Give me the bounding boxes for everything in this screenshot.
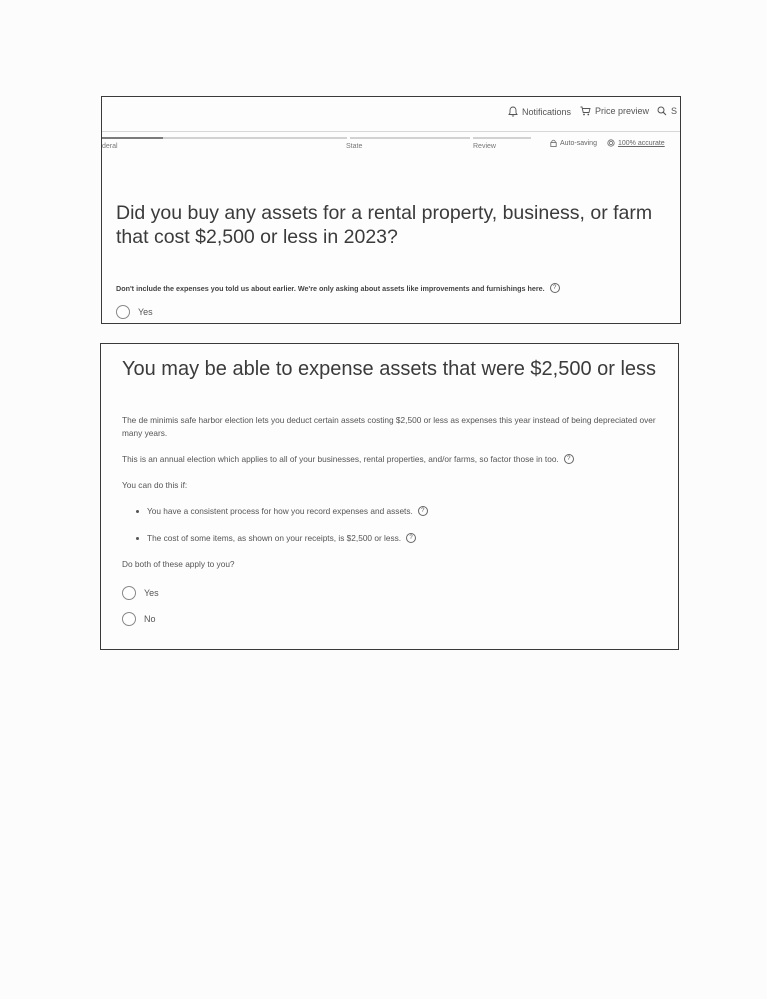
bullet-dot [136, 537, 139, 540]
screenshot-panel-question [101, 96, 681, 324]
condition-bullet [136, 506, 428, 516]
price-preview-link[interactable] [580, 106, 649, 116]
lock-icon [550, 139, 557, 147]
bullet-text: You have a consistent process for how you record expenses and assets. [147, 506, 413, 516]
help-icon[interactable]: ? [406, 533, 416, 543]
radio-circle[interactable] [122, 612, 136, 626]
radio-circle[interactable] [116, 305, 130, 319]
search-link[interactable] [657, 106, 677, 116]
cart-icon [580, 106, 591, 116]
help-icon[interactable]: ? [550, 283, 560, 293]
notifications-label: Notifications [522, 106, 572, 117]
radio-label: No [144, 614, 156, 624]
radio-yes-q1[interactable] [116, 305, 153, 319]
progress-track-review [473, 137, 531, 139]
annual-election-paragraph [122, 453, 667, 466]
annual-election-text: This is an annual election which applies to all of your businesses, rental properties, and/or farms, so factor those in too. [122, 454, 559, 464]
bell-icon [508, 106, 518, 117]
radio-no[interactable] [122, 612, 156, 626]
step-label-review: Review [473, 143, 496, 150]
progress-fill-federal [102, 137, 163, 139]
auto-saving-indicator [550, 139, 597, 147]
accuracy-label: 100% accurate [618, 139, 665, 147]
condition-lead: You can do this if: [122, 480, 188, 490]
bullet-dot [136, 510, 139, 513]
question-note-text: Don't include the expenses you told us about earlier. We're only asking about assets like improvements and furnishings here. [116, 283, 545, 293]
progress-track-federal [102, 137, 347, 139]
radio-label: Yes [138, 307, 153, 317]
step-label-state: State [346, 143, 363, 150]
step-label-federal: deral [102, 143, 118, 150]
auto-saving-label: Auto-saving [560, 139, 597, 147]
question-title: Did you buy any assets for a rental property, business, or farm that cost $2,500 or less in 2023? [116, 202, 653, 248]
badge-icon [607, 139, 615, 147]
search-label: S [671, 106, 678, 116]
help-icon[interactable]: ? [564, 454, 574, 464]
top-nav-bar [102, 97, 680, 132]
question-note [116, 283, 560, 293]
progress-track-state [350, 137, 470, 139]
accuracy-guarantee-link[interactable] [607, 139, 665, 147]
bullet-text: The cost of some items, as shown on your receipts, is $2,500 or less. [147, 533, 402, 543]
radio-yes[interactable] [122, 586, 159, 600]
apply-prompt: Do both of these apply to you? [122, 559, 235, 569]
help-icon[interactable]: ? [418, 506, 428, 516]
notifications-link[interactable] [508, 106, 571, 117]
price-preview-label: Price preview [595, 106, 650, 116]
intro-paragraph: The de minimis safe harbor election lets you deduct certain assets costing $2,500 or less as expenses this year instead of being depreciated over many years. [122, 415, 656, 438]
search-icon [657, 106, 667, 116]
condition-bullet [136, 533, 416, 543]
screenshot-panel-de-minimis [100, 343, 679, 650]
radio-circle[interactable] [122, 586, 136, 600]
radio-label: Yes [144, 588, 159, 598]
section-title: You may be able to expense assets that were $2,500 or less [122, 358, 657, 380]
